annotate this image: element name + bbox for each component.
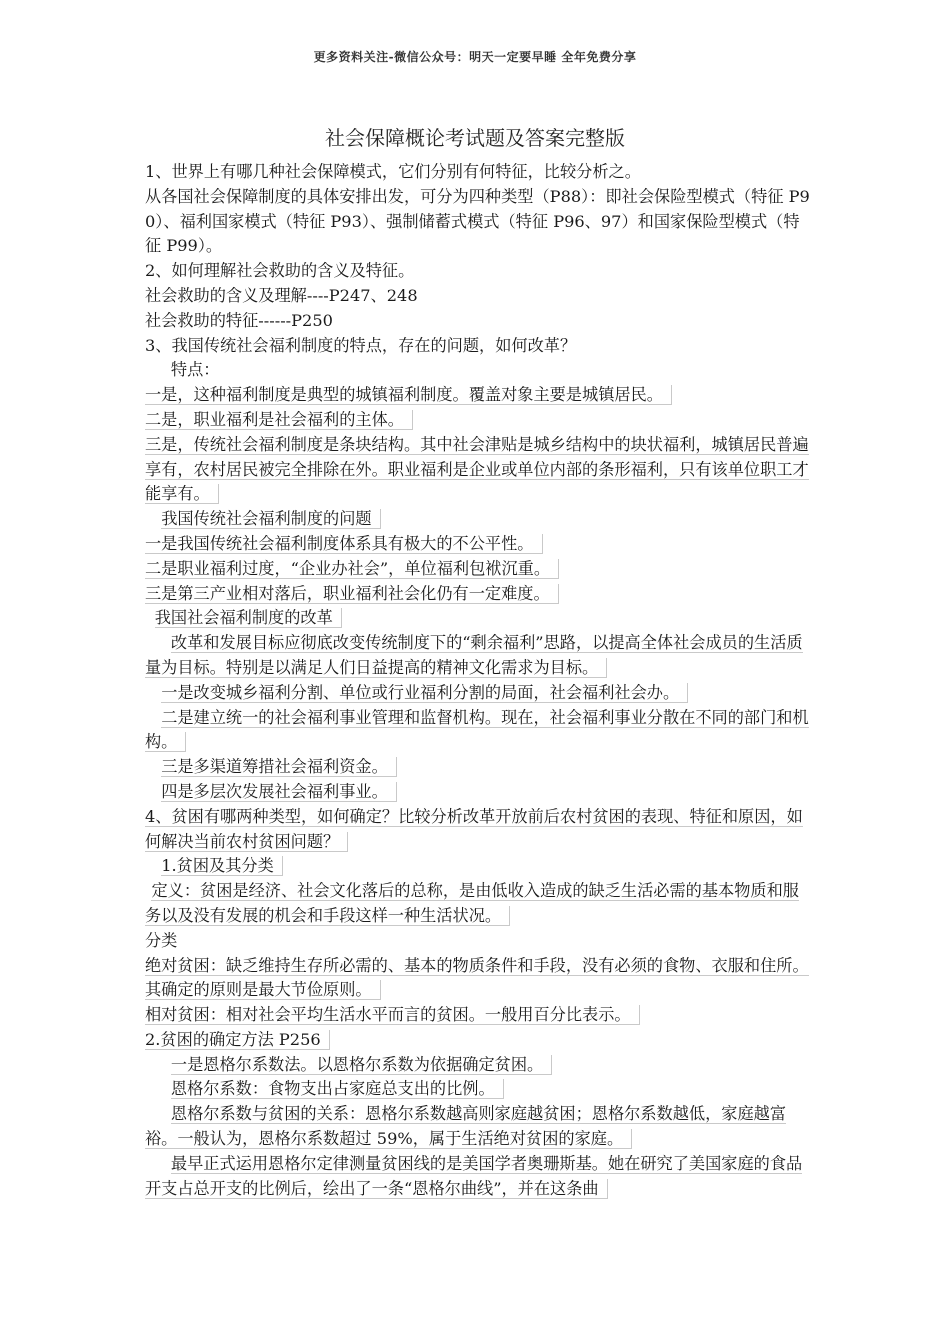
answer-paragraph — [145, 1053, 810, 1078]
subheading — [145, 1028, 810, 1053]
list-item — [145, 681, 810, 706]
list-item — [145, 383, 810, 408]
paragraph-text: 定义：贫困是经济、社会文化落后的总称，是由低收入造成的缺乏生活必需的基本物质和服务以及没有发展的机会和手段这样一种生活状况。 — [145, 881, 799, 925]
list-item — [145, 706, 810, 756]
document-body — [145, 160, 810, 1201]
list-item-text: 三是，传统社会福利制度是条块结构。其中社会津贴是城乡结构中的块状福利，城镇居民普遍享有，农村居民被完全排除在外。职业福利是企业或单位内部的条形福利，只有该单位职工才能享有。 — [145, 434, 809, 504]
list-item-text: 三是多渠道筹措社会福利资金。 — [161, 757, 397, 777]
list-item-text: 二是职业福利过度，“企业办社会”，单位福利包袱沉重。 — [145, 559, 559, 579]
list-item-text: 三是第三产业相对落后，职业福利社会化仍有一定难度。 — [145, 584, 559, 604]
subheading: 分类 — [145, 930, 178, 950]
answer-paragraph: 社会救助的含义及理解----P247、248 — [145, 285, 418, 305]
list-item-text: 二是，职业福利是社会福利的主体。 — [145, 410, 413, 430]
subheading — [145, 507, 810, 532]
list-item — [145, 780, 810, 805]
list-item — [145, 557, 810, 582]
list-item — [145, 433, 810, 507]
answer-paragraph — [145, 1077, 810, 1102]
list-item-text: 四是多层次发展社会福利事业。 — [161, 782, 397, 802]
answer-paragraph — [145, 879, 810, 929]
subheading-text: 我国传统社会福利制度的问题 — [161, 509, 380, 529]
list-item-text: 一是改变城乡福利分割、单位或行业福利分割的局面，社会福利社会办。 — [161, 683, 688, 703]
answer-paragraph: 社会救助的特征------P250 — [145, 310, 333, 330]
paragraph-text: 相对贫困：相对社会平均生活水平而言的贫困。一般用百分比表示。 — [145, 1005, 640, 1025]
paragraph-text: 恩格尔系数：食物支出占家庭总支出的比例。 — [171, 1079, 504, 1099]
answer-paragraph — [145, 954, 810, 1004]
answer-paragraph — [145, 631, 810, 681]
list-item — [145, 755, 810, 780]
subheading: 特点： — [170, 360, 220, 380]
answer-paragraph — [145, 1102, 810, 1152]
question-text: 4、贫困有哪两种类型，如何确定？比较分析改革开放前后农村贫困的表现、特征和原因，如何解决当前农村贫困问题？ — [145, 806, 803, 851]
paragraph-text: 一是恩格尔系数法。以恩格尔系数为依据确定贫困。 — [171, 1055, 552, 1075]
list-item-text: 二是建立统一的社会福利事业管理和监督机构。现在，社会福利事业分散在不同的部门和机构。 — [145, 707, 809, 752]
list-item-text: 一是，这种福利制度是典型的城镇福利制度。覆盖对象主要是城镇居民。 — [145, 385, 672, 405]
list-item — [145, 582, 810, 607]
paragraph-text: 最早正式运用恩格尔定律测量贫困线的是美国学者奥珊斯基。她在研究了美国家庭的食品开支占总开支的比例后，绘出了一条“恩格尔曲线”，并在这条曲 — [145, 1153, 803, 1198]
paragraph-text: 绝对贫困：缺乏维持生存所必需的、基本的物质条件和手段，没有必须的食物、衣服和住所。其确定的原则是最大节俭原则。 — [145, 955, 809, 1000]
question-1: 1、世界上有哪几种社会保障模式，它们分别有何特征，比较分析之。 — [145, 162, 641, 181]
subheading-text: 1.贫困及其分类 — [161, 856, 283, 876]
answer-paragraph: 从各国社会保障制度的具体安排出发，可分为四种类型（P88）：即社会保险型模式（特征 P90）、福利国家模式（特征 P93）、强制储蓄式模式（特征 P96、97）和国家保险型模式（特征 P99）。 — [145, 186, 810, 256]
list-item-text: 一是我国传统社会福利制度体系具有极大的不公平性。 — [145, 534, 543, 554]
paragraph-text: 改革和发展目标应彻底改变传统制度下的“剩余福利”思路，以提高全体社会成员的生活质量为目标。特别是以满足人们日益提高的精神文化需求为目标。 — [145, 633, 803, 677]
list-item — [145, 408, 810, 433]
subheading-text: 我国社会福利制度的改革 — [155, 608, 342, 628]
question-4 — [145, 805, 810, 855]
subheading-text: 2.贫困的确定方法 P256 — [145, 1030, 330, 1050]
paragraph-text: 恩格尔系数与贫困的关系：恩格尔系数越高则家庭越贫困；恩格尔系数越低，家庭越富裕。一般认为，恩格尔系数超过 59%，属于生活绝对贫困的家庭。 — [145, 1104, 787, 1149]
question-2: 2、如何理解社会救助的含义及特征。 — [145, 261, 415, 281]
subheading — [145, 606, 810, 631]
page-title: 社会保障概论考试题及答案完整版 — [325, 126, 625, 150]
subheading — [145, 854, 810, 879]
answer-paragraph — [145, 1152, 810, 1202]
list-item — [145, 532, 810, 557]
page-header: 更多资料关注-微信公众号：明天一定要早睡 全年免费分享 — [313, 50, 637, 64]
answer-paragraph — [145, 1003, 810, 1028]
question-3: 3、我国传统社会福利制度的特点，存在的问题，如何改革？ — [145, 335, 577, 355]
